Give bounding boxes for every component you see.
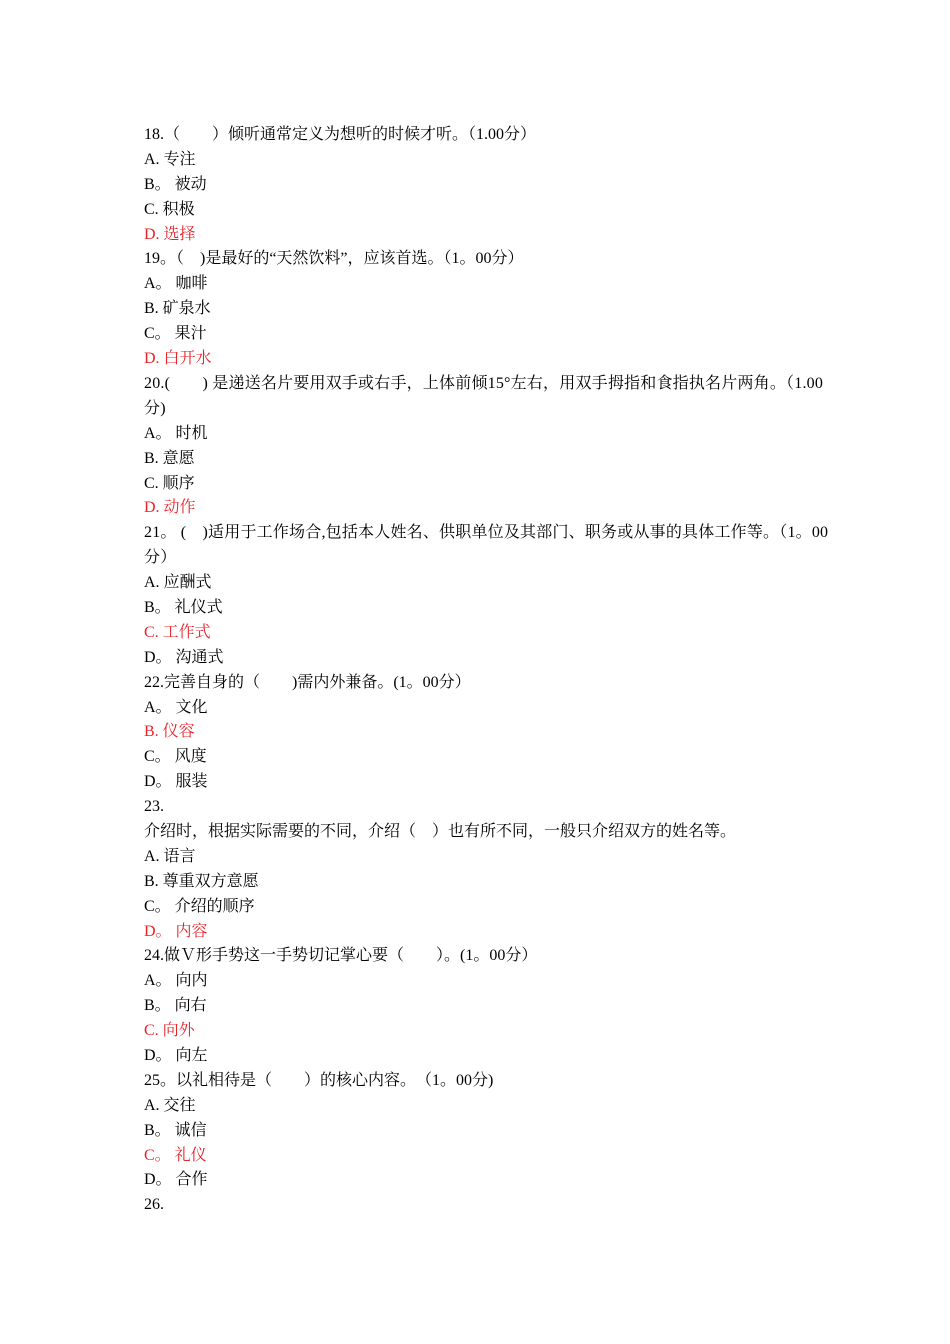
question-25-option-a: A. 交往 [144,1096,196,1114]
question-20-option-a: A。 时机 [144,424,208,442]
question-23-option-b: B. 尊重双方意愿 [144,872,259,890]
question-24-stem: 24.做Ｖ形手势这一手势切记掌心要（ ）。(1。00分） [144,947,538,965]
question-22-option-d: D。 服装 [144,773,208,791]
question-24-option-c: C. 向外 [144,1022,195,1040]
question-22-option-a: A。 文化 [144,698,208,716]
question-21-option-b: B。 礼仪式 [144,598,223,616]
question-23-number: 23. [144,798,164,816]
question-21-option-c: C. 工作式 [144,623,211,641]
question-19-option-b: B. 矿泉水 [144,300,211,318]
question-23-stem: 介绍时，根据实际需要的不同，介绍（ ）也有所不同，一般只介绍双方的姓名等。 [144,823,737,840]
question-25-stem: 25。以礼相待是（ ）的核心内容。 （1。00分) [144,1071,494,1089]
question-20-option-d: D. 动作 [144,499,196,517]
question-19-option-a: A。 咖啡 [144,275,208,293]
question-21-stem: 21。 ( )适用于工作场合,包括本人姓名、供职单位及其部门、职务或从事的具体工作等。（1。00分） [144,524,829,567]
question-20-option-b: B. 意愿 [144,449,195,467]
question-24-option-d: D。 向左 [144,1047,208,1065]
question-18-option-d: D. 选择 [144,225,196,243]
question-25-option-d: D。 合作 [144,1171,208,1189]
question-22-option-c: C。 风度 [144,748,207,766]
question-20-stem: 20.( ) 是递送名片要用双手或右手，上体前倾15°左右，用双手拇指和食指执名片两角。（1.00分) [144,374,824,417]
question-24-option-a: A。 向内 [144,972,208,990]
question-19-option-c: C。 果汁 [144,325,207,343]
question-23-option-d: D。 内容 [144,922,208,940]
question-25-option-c: C。 礼仪 [144,1146,207,1164]
question-26-stem: 26. [144,1196,164,1214]
document-body [144,123,834,1218]
question-18-option-a: A. 专注 [144,150,196,168]
question-22-stem: 22.完善自身的（ )需内外兼备。(1。00分） [144,673,471,691]
question-19-stem: 19。（ )是最好的“天然饮料”，应该首选。（1。00分） [144,250,524,268]
question-22-option-b: B. 仪容 [144,723,195,741]
question-25-option-b: B。 诚信 [144,1121,207,1139]
question-18-option-c: C. 积极 [144,200,195,218]
question-20-option-c: C. 顺序 [144,474,195,492]
question-23-option-a: A. 语言 [144,847,196,865]
question-21-option-d: D。 沟通式 [144,648,224,666]
question-21-option-a: A. 应酬式 [144,574,212,592]
question-23-option-c: C。 介绍的顺序 [144,897,255,915]
question-18-stem: 18.（ ）倾听通常定义为想听的时候才听。（1.00分） [144,126,537,143]
question-19-option-d: D. 白开水 [144,350,212,368]
question-18-option-b: B。 被动 [144,175,207,193]
question-24-option-b: B。 向右 [144,997,207,1015]
